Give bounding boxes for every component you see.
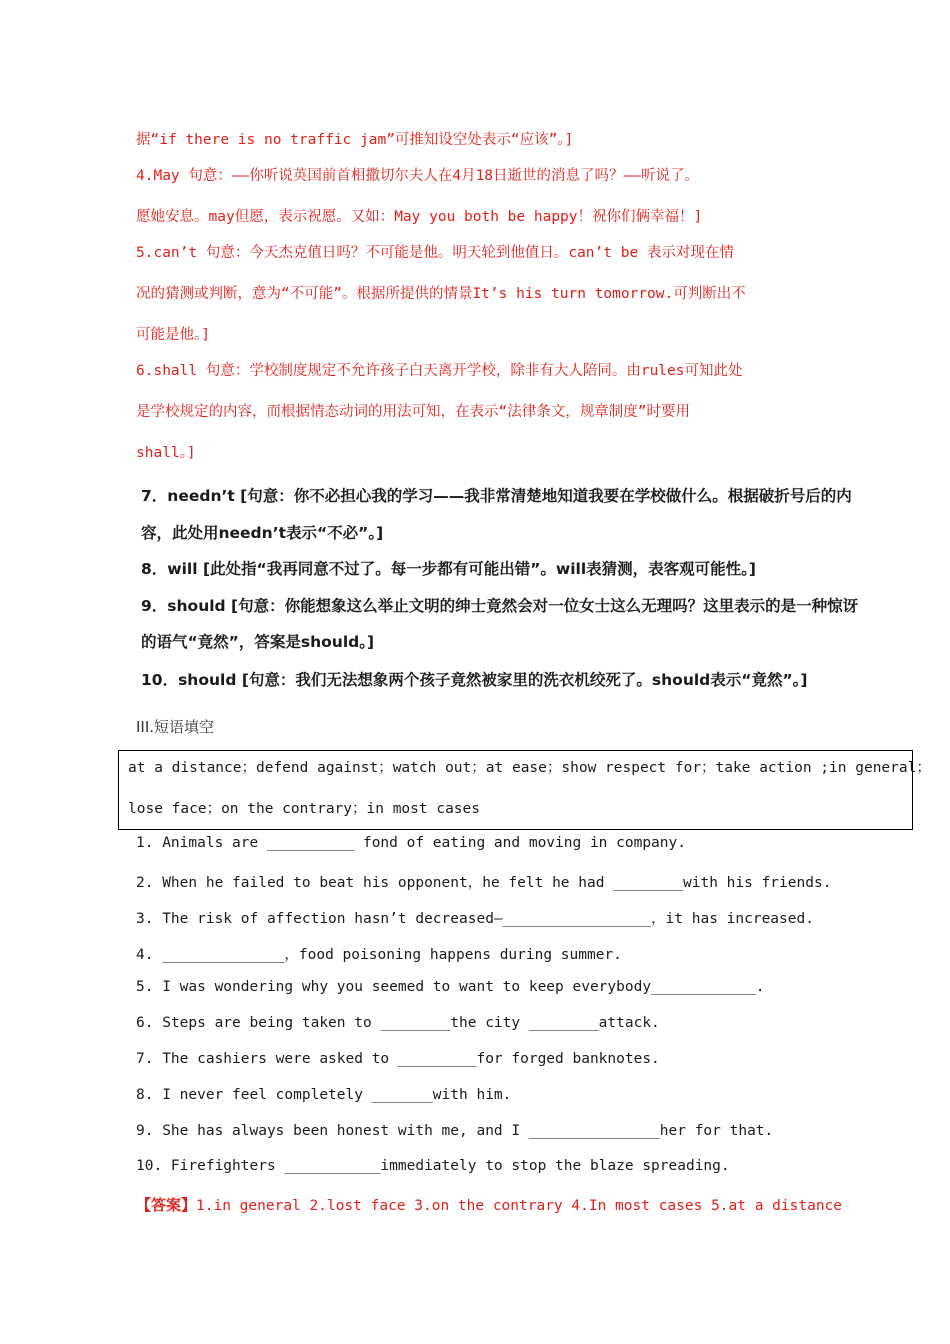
explanation-bold-line: 8．will [此处指“我再同意不过了。每一步都有可能出错”。will表猜测，表客观可能性。] bbox=[141, 560, 756, 578]
explanation-line: shall。] bbox=[136, 445, 196, 461]
question-item: 8. I never feel completely _______with him. bbox=[136, 1087, 512, 1103]
explanation-line: 4.May 句意：——你听说英国前首相撒切尔夫人在4月18日逝世的消息了吗？——听说了。 bbox=[136, 168, 699, 184]
word-box-line: lose face；on the contrary；in most cases bbox=[128, 801, 481, 817]
question-item: 10. Firefighters ___________immediately to stop the blaze spreading. bbox=[136, 1158, 730, 1174]
question-item: 1. Animals are __________ fond of eating and moving in company. bbox=[136, 835, 686, 851]
question-item: 6. Steps are being taken to ________the city ________attack. bbox=[136, 1015, 660, 1031]
explanation-bold-line: 的语气“竟然”，答案是should。] bbox=[141, 633, 375, 651]
explanation-bold-line: 10．should [句意：我们无法想象两个孩子竟然被家里的洗衣机绞死了。should表示“竟然”。] bbox=[141, 671, 808, 689]
word-box bbox=[118, 750, 931, 830]
explanation-line: 5.can’t 句意：今天杰克值日吗？不可能是他。明天轮到他值日。can’t be 表示对现在情 bbox=[136, 245, 734, 261]
answer-tag: 【答案】 bbox=[136, 1196, 197, 1214]
answer-line bbox=[136, 1194, 842, 1215]
explanation-line: 据“if there is no traffic jam”可推知设空处表示“应该”。] bbox=[136, 132, 574, 148]
explanation-line: 可能是他。] bbox=[136, 327, 210, 343]
section-title: III.短语填空 bbox=[136, 718, 215, 736]
question-item: 7. The cashiers were asked to _________for forged banknotes. bbox=[136, 1051, 660, 1067]
question-item: 2. When he failed to beat his opponent，he felt he had ________with his friends. bbox=[136, 875, 832, 891]
word-box-line: at a distance；defend against；watch out；at ease；show respect for；take action ;in general； bbox=[128, 760, 931, 776]
answer-text: 1.in general 2.lost face 3.on the contrary 4.In most cases 5.at a distance bbox=[196, 1198, 843, 1214]
question-item: 9. She has always been honest with me, and I _______________her for that. bbox=[136, 1123, 774, 1139]
explanation-line: 是学校规定的内容，而根据情态动词的用法可知，在表示“法律条文，规章制度”时要用 bbox=[136, 404, 690, 420]
explanation-line: 愿她安息。may但愿，表示祝愿。又如：May you both be happy！祝你们俩幸福！] bbox=[136, 209, 703, 225]
explanation-line: 况的猜测或判断，意为“不可能”。根据所提供的情景It’s his turn tomorrow.可判断出不 bbox=[136, 286, 746, 302]
explanation-line: 6.shall 句意：学校制度规定不允许孩子白天离开学校，除非有大人陪同。由rules可知此处 bbox=[136, 363, 743, 379]
explanation-bold-line: 容，此处用needn’t表示“不必”。] bbox=[141, 524, 384, 542]
question-item: 4. ______________，food poisoning happens during summer. bbox=[136, 947, 622, 963]
explanation-bold-line: 7．needn’t [句意：你不必担心我的学习——我非常清楚地知道我要在学校做什么。根据破折号后的内 bbox=[141, 487, 852, 505]
question-item: 5. I was wondering why you seemed to want to keep everybody____________. bbox=[136, 979, 765, 995]
question-item: 3. The risk of affection hasn’t decreased—_________________，it has increased. bbox=[136, 911, 814, 927]
explanation-bold-line: 9．should [句意：你能想象这么举止文明的绅士竟然会对一位女士这么无理吗？这里表示的是一种惊讶 bbox=[141, 597, 859, 615]
